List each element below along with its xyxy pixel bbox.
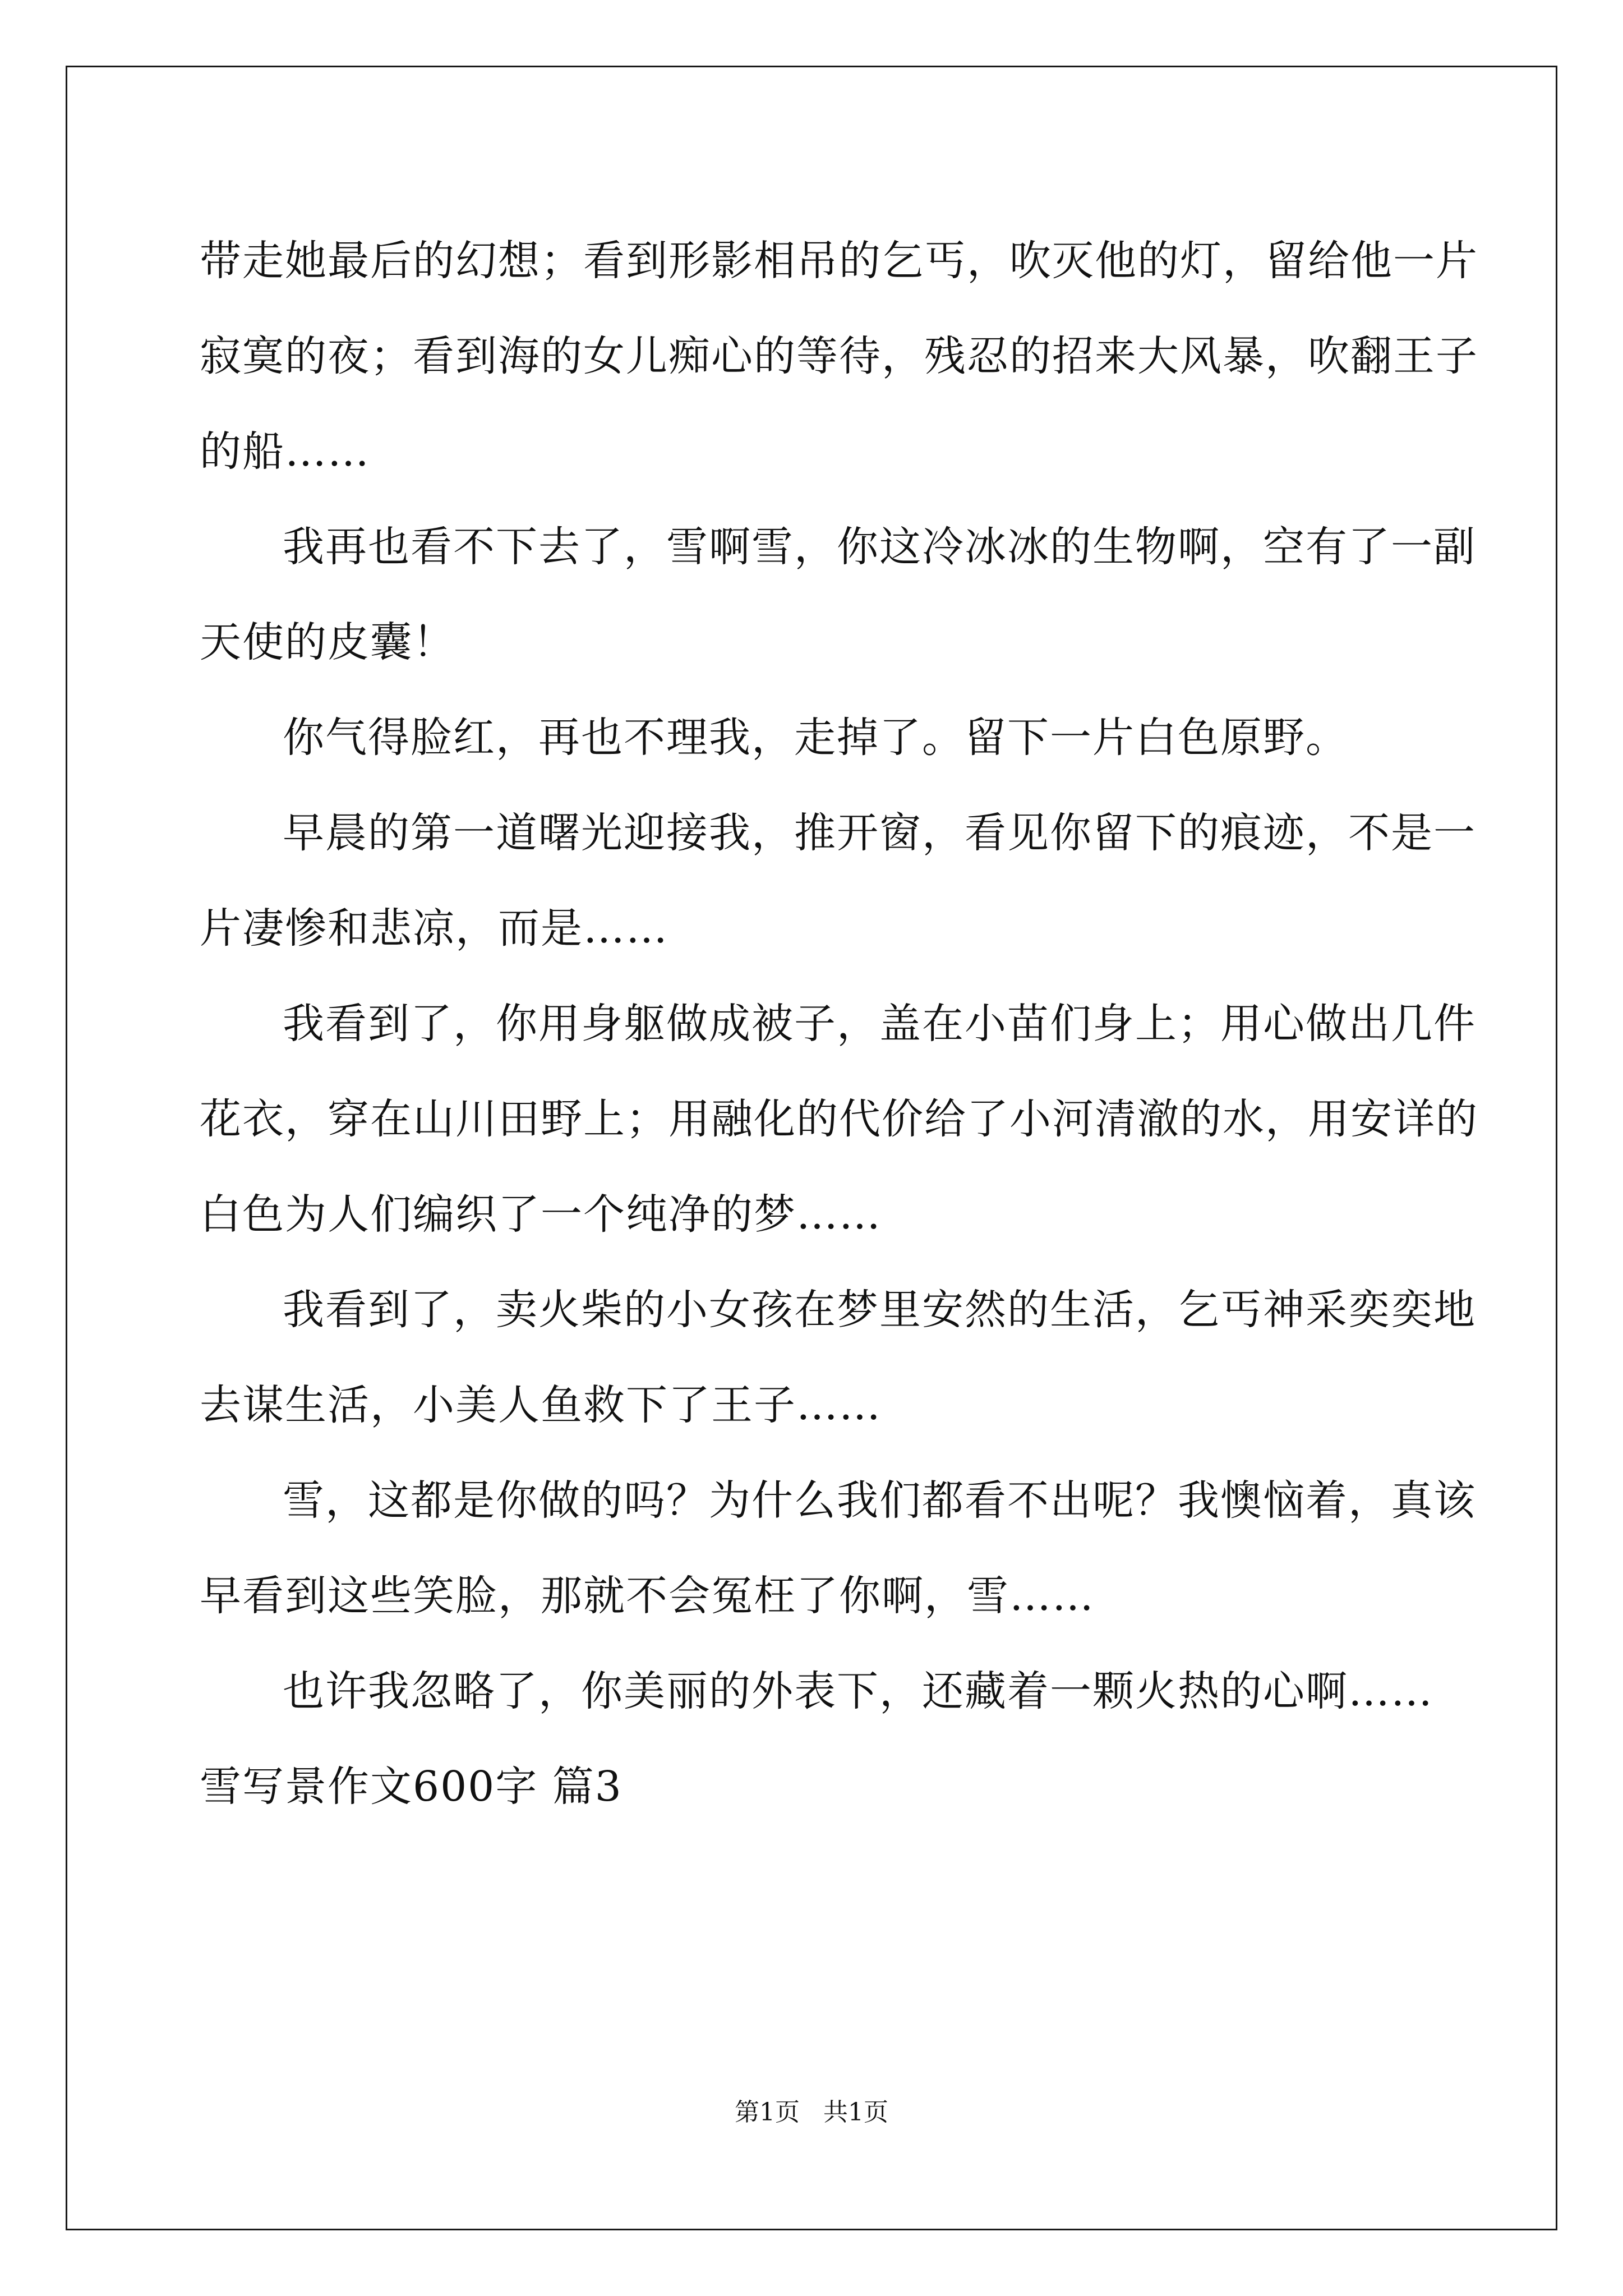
paragraph-first-line: 我看到了，你用身躯做成被子，盖在小苗们身上；用心做出几件 bbox=[283, 1000, 1476, 1048]
text-line: 片凄惨和悲凉，而是…… bbox=[200, 904, 668, 953]
text-line: 早看到这些笑脸，那就不会冤枉了你啊，雪…… bbox=[200, 1572, 1095, 1620]
paragraph-first-line: 我看到了，卖火柴的小女孩在梦里安然的生活，乞丐神采奕奕地 bbox=[283, 1286, 1476, 1334]
text-line: 花衣，穿在山川田野上；用融化的代价给了小河清澈的水，用安详的 bbox=[200, 1095, 1478, 1143]
paragraph-first-line: 我再也看不下去了，雪啊雪，你这冷冰冰的生物啊，空有了一副 bbox=[283, 523, 1476, 571]
document-body bbox=[200, 213, 1478, 1834]
text-line: 去谋生活，小美人鱼救下了王子…… bbox=[200, 1381, 882, 1429]
paragraph-first-line: 雪，这都是你做的吗？为什么我们都看不出呢？我懊恼着，真该 bbox=[283, 1476, 1476, 1525]
paragraph-first-line: 早晨的第一道曙光迎接我，推开窗，看见你留下的痕迹，不是一 bbox=[283, 809, 1476, 857]
text-line: 的船…… bbox=[200, 427, 370, 476]
paragraph-first-line: 你气得脸红，再也不理我，走掉了。留下一片白色原野。 bbox=[283, 714, 1348, 762]
text-line: 寂寞的夜；看到海的女儿痴心的等待，残忍的招来大风暴，吹翻王子 bbox=[200, 332, 1478, 380]
text-line: 雪写景作文600字 篇3 bbox=[200, 1763, 623, 1811]
text-line: 白色为人们编织了一个纯净的梦…… bbox=[200, 1190, 882, 1239]
paragraph-first-line: 也许我忽略了，你美丽的外表下，还藏着一颗火热的心啊…… bbox=[283, 1667, 1433, 1715]
text-line: 天使的皮囊！ bbox=[200, 618, 455, 666]
text-line: 带走她最后的幻想；看到形影相吊的乞丐，吹灭他的灯，留给他一片 bbox=[200, 237, 1478, 285]
page-footer: 第1页 共1页 bbox=[735, 2098, 888, 2127]
